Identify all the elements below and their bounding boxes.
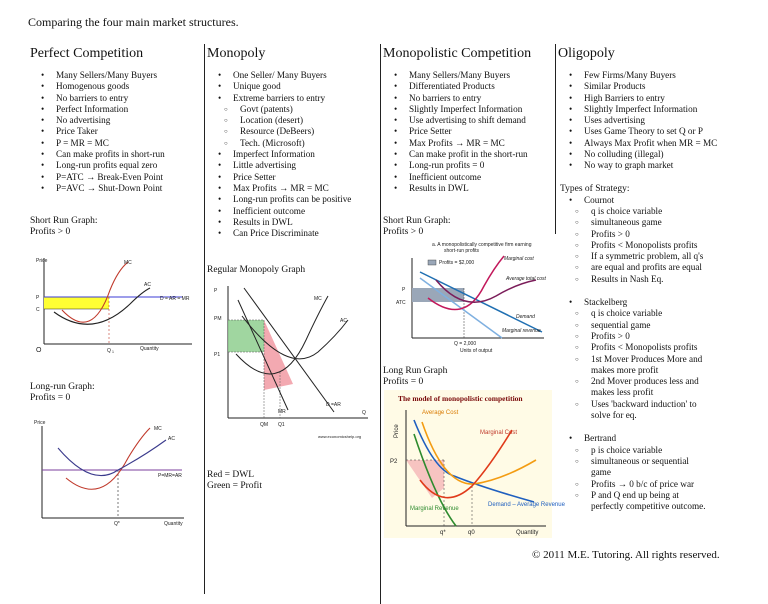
list-item: • No barriers to entry bbox=[56, 93, 200, 104]
monopoly-legend bbox=[207, 470, 262, 492]
curve-label: Marginal Cost bbox=[480, 430, 518, 436]
monopoly-barrier-list bbox=[207, 104, 377, 149]
curve-label: AC bbox=[340, 318, 347, 324]
list-item-continuation: makes more profit bbox=[591, 364, 659, 375]
list-item: ○ q is choice variable bbox=[591, 308, 764, 319]
list-item: • Can make profits in short-run bbox=[56, 149, 200, 160]
list-item: • Max Profits → MR = MC bbox=[233, 183, 377, 194]
strategy-name: • Stackelberg bbox=[584, 297, 764, 308]
axis-label: Price bbox=[34, 420, 46, 426]
list-item-continuation: perfectly competitive outcome. bbox=[591, 501, 706, 512]
list-item: • P=AVC → Shut-Down Point bbox=[56, 183, 200, 194]
list-item-continuation: game bbox=[591, 467, 611, 478]
list-item: • Long-run profits = 0 bbox=[409, 160, 553, 171]
list-item: ○ 2nd Mover produces less and bbox=[591, 376, 764, 387]
mc-short-run-profit: Profits > 0 bbox=[383, 227, 424, 237]
pc-long-run-title: Long-run Graph: bbox=[30, 382, 95, 392]
monopolistic-competition-heading: Monopolistic Competition bbox=[383, 46, 532, 61]
mc-long-run-label bbox=[383, 366, 447, 388]
list-item: • Many Sellers/Many Buyers bbox=[409, 70, 553, 81]
list-item: • Inefficient outcome bbox=[233, 206, 377, 217]
list-item: ○ Tech. (Microsoft) bbox=[240, 138, 377, 149]
pc-short-run-title: Short Run Graph: bbox=[30, 216, 98, 226]
axis-label: Quantity bbox=[140, 346, 159, 352]
oligopoly-heading: Oligopoly bbox=[558, 46, 615, 61]
list-item: • Little advertising bbox=[233, 160, 377, 171]
axis-label: q0 bbox=[468, 530, 475, 536]
list-item: ○ Results in Nash Eq. bbox=[591, 274, 764, 285]
list-item: • Similar Products bbox=[584, 81, 764, 92]
mc-long-run-graph bbox=[384, 390, 565, 538]
axis-label: Quantity bbox=[164, 521, 183, 527]
list-item: • Price Setter bbox=[233, 172, 377, 183]
axis-label: O bbox=[36, 347, 42, 354]
list-item: ○ simultaneous or sequential bbox=[591, 456, 764, 467]
list-item: • Max Profits → MR = MC bbox=[409, 138, 553, 149]
axis-label: Q = 2,000 bbox=[454, 341, 477, 347]
monopoly-graph-label: Regular Monopoly Graph bbox=[207, 265, 306, 275]
list-item: ○ Uses 'backward induction' to bbox=[591, 399, 764, 410]
axis-label: Quantity bbox=[516, 530, 539, 536]
column-divider bbox=[555, 44, 556, 234]
copyright-footer: © 2011 M.E. Tutoring. All rights reserved. bbox=[532, 549, 720, 561]
axis-label: P bbox=[402, 287, 406, 293]
list-item: ○ If a symmetric problem, all q's bbox=[591, 251, 764, 262]
axis-label: P bbox=[214, 288, 218, 294]
list-item: ○ P and Q end up being at bbox=[591, 490, 764, 501]
column-divider bbox=[380, 44, 381, 604]
list-item: ○ Profits > 0 bbox=[591, 331, 764, 342]
list-item-continuation: are equal and profits are equal bbox=[591, 262, 702, 273]
list-item: • Uses Game Theory to set Q or P bbox=[584, 126, 764, 137]
strategy-name: • Bertrand bbox=[584, 433, 764, 444]
bertrand-list bbox=[558, 433, 764, 444]
mc-long-run-profit: Profits = 0 bbox=[383, 377, 424, 387]
curve-label: Marginal Revenue bbox=[410, 506, 459, 512]
column-divider bbox=[204, 44, 205, 594]
list-item: ○ Location (desert) bbox=[240, 115, 377, 126]
axis-label: P1 bbox=[214, 352, 221, 358]
list-item: ○ Profits < Monopolists profits bbox=[591, 240, 764, 251]
curve-label: Average total cost bbox=[506, 276, 546, 282]
legend-dwl: Red = DWL bbox=[207, 470, 255, 480]
monopoly-list-continued bbox=[207, 149, 377, 239]
list-item: • Imperfect Information bbox=[233, 149, 377, 160]
list-item: ○ sequential game bbox=[591, 320, 764, 331]
list-item: • Always Max Profit when MR = MC bbox=[584, 138, 764, 149]
list-item: • High Barriers to entry bbox=[584, 93, 764, 104]
axis-label: Q bbox=[362, 410, 366, 416]
list-item: • Can make profit in the short-run bbox=[409, 149, 553, 160]
axis-label: P bbox=[36, 295, 40, 301]
legend-swatch bbox=[428, 260, 436, 265]
list-item: • Use advertising to shift demand bbox=[409, 115, 553, 126]
pc-long-run-profit: Profits = 0 bbox=[30, 393, 71, 403]
stackelberg-points bbox=[558, 308, 764, 421]
source-label: www.economicshelp.org bbox=[318, 434, 362, 439]
graph-caption: a. A monopolistically competitive firm earning bbox=[432, 242, 532, 248]
curve-label: MC bbox=[124, 260, 132, 266]
list-item: • Price Setter bbox=[409, 126, 553, 137]
oligopoly-list bbox=[558, 70, 764, 172]
cournot-list bbox=[558, 195, 764, 206]
curve-label: Marginal revenue bbox=[502, 328, 541, 334]
axis-label: q* bbox=[440, 530, 446, 536]
list-item: • Unique good bbox=[233, 81, 377, 92]
legend-profit: Green = Profit bbox=[207, 481, 262, 491]
mc-short-run-graph bbox=[384, 238, 552, 354]
list-item: • Long-run profits equal zero bbox=[56, 160, 200, 171]
monopoly-heading: Monopoly bbox=[207, 46, 266, 61]
list-item-continuation: solve for eq. bbox=[591, 410, 637, 421]
curve-label: AC bbox=[168, 436, 175, 442]
monopoly-graph bbox=[208, 280, 376, 446]
curve-label: MC bbox=[314, 296, 322, 302]
perfect-competition-column bbox=[30, 46, 200, 194]
axis-label: Q1 bbox=[278, 422, 285, 428]
list-item-continuation: makes less profit bbox=[591, 387, 654, 398]
list-item: • No advertising bbox=[56, 115, 200, 126]
mc-short-run-title: Short Run Graph: bbox=[383, 216, 451, 226]
list-item: • Inefficient outcome bbox=[409, 172, 553, 183]
curve-label: MR bbox=[278, 409, 286, 415]
list-item: • Results in DWL bbox=[409, 183, 553, 194]
profit-area bbox=[44, 297, 109, 309]
curve-label: D = AR = MR bbox=[160, 296, 190, 302]
list-item: • Perfect Information bbox=[56, 104, 200, 115]
list-item: • Homogenous goods bbox=[56, 81, 200, 92]
axis-label: PM bbox=[214, 316, 222, 322]
list-item bbox=[591, 262, 764, 273]
perfect-competition-list bbox=[30, 70, 200, 194]
axis-label: ATC bbox=[396, 300, 406, 306]
axis-label: Q bbox=[107, 348, 111, 354]
curve-label: AC bbox=[144, 282, 151, 288]
list-item: • Extreme barriers to entry bbox=[233, 93, 377, 104]
curve-label: P=MR=AR bbox=[158, 473, 182, 479]
strategy-heading: Types of Strategy: bbox=[560, 183, 630, 194]
axis-label: Price bbox=[394, 424, 400, 438]
list-item: • Price Taker bbox=[56, 126, 200, 137]
strategy-name: • Cournot bbox=[584, 195, 764, 206]
axis-label: Price bbox=[36, 258, 48, 264]
list-item: • Results in DWL bbox=[233, 217, 377, 228]
pc-short-run-profit: Profits > 0 bbox=[30, 227, 71, 237]
list-item: • Many Sellers/Many Buyers bbox=[56, 70, 200, 81]
mc-long-run-title: Long Run Graph bbox=[383, 366, 448, 376]
list-item: • Few Firms/Many Buyers bbox=[584, 70, 764, 81]
stackelberg-list bbox=[558, 297, 764, 308]
list-item: • Uses advertising bbox=[584, 115, 764, 126]
curve-label: Marginal cost bbox=[504, 256, 534, 262]
axis-label: 1 bbox=[112, 350, 114, 354]
monopolistic-competition-list bbox=[383, 70, 553, 194]
list-item: • No barriers to entry bbox=[409, 93, 553, 104]
curve-label: D =AR bbox=[326, 402, 341, 408]
list-item: • Can Price Discriminate bbox=[233, 228, 377, 239]
list-item: ○ q is choice variable bbox=[591, 206, 764, 217]
curve-label: Average Cost bbox=[422, 410, 459, 416]
list-item: • No colluding (illegal) bbox=[584, 149, 764, 160]
list-item: • No way to graph market bbox=[584, 160, 764, 171]
list-item: ○ p is choice variable bbox=[591, 445, 764, 456]
list-item: • P = MR = MC bbox=[56, 138, 200, 149]
list-item: ○ Profits < Monopolists profits bbox=[591, 342, 764, 353]
axis-label: QM bbox=[260, 422, 269, 428]
curve-label: Demand bbox=[516, 314, 535, 320]
list-item: ○ Govt (patents) bbox=[240, 104, 377, 115]
list-item: • One Seller/ Many Buyers bbox=[233, 70, 377, 81]
axis-label: Q* bbox=[114, 521, 120, 527]
bertrand-points bbox=[558, 445, 764, 513]
pc-short-run-label bbox=[30, 216, 98, 238]
perfect-competition-heading: Perfect Competition bbox=[30, 46, 144, 61]
list-item: ○ 1st Mover Produces More and bbox=[591, 354, 764, 365]
curve-label: Demand – Average Revenue bbox=[488, 502, 565, 508]
page-title: Comparing the four main market structures. bbox=[28, 15, 239, 29]
list-item: • Long-run profits can be positive bbox=[233, 194, 377, 205]
monopolistic-competition-column bbox=[383, 46, 553, 194]
curve-label: MC bbox=[154, 426, 162, 432]
list-item: • Slightly Imperfect Information bbox=[409, 104, 553, 115]
deadweight-loss-area bbox=[264, 320, 293, 390]
mc-short-run-label bbox=[383, 216, 451, 238]
axis-label: Units of output bbox=[460, 348, 493, 354]
graph-caption: short-run profits bbox=[444, 248, 480, 254]
list-item: ○ Profits > 0 bbox=[591, 229, 764, 240]
list-item: • P=ATC → Break-Even Point bbox=[56, 172, 200, 183]
list-item: ○ Resource (DeBeers) bbox=[240, 126, 377, 137]
monopoly-column bbox=[207, 46, 377, 239]
oligopoly-column bbox=[558, 46, 764, 512]
list-item: • Differentiated Products bbox=[409, 81, 553, 92]
list-item: ○ Profits → 0 b/c of price war bbox=[591, 479, 764, 490]
axis-label: P2 bbox=[390, 459, 398, 465]
legend-text: Profits = $2,000 bbox=[439, 260, 475, 266]
axis-label: C bbox=[36, 307, 40, 313]
cournot-points bbox=[558, 206, 764, 285]
monopoly-list bbox=[207, 70, 377, 104]
pc-short-run-graph bbox=[32, 252, 200, 356]
graph-title: The model of monopolistic competition bbox=[398, 394, 523, 403]
pc-long-run-label bbox=[30, 382, 95, 404]
list-item: ○ simultaneous game bbox=[591, 217, 764, 228]
list-item: • Slightly Imperfect Information bbox=[584, 104, 764, 115]
pc-long-run-graph bbox=[32, 418, 192, 528]
